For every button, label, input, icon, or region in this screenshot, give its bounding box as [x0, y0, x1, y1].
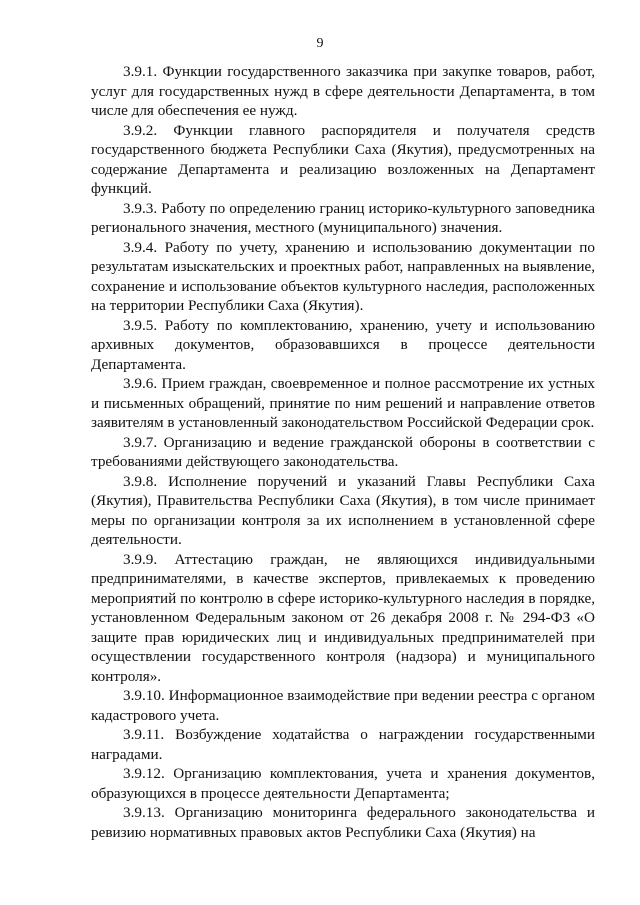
paragraph-3-9-6: 3.9.6. Прием граждан, своевременное и полное рассмотрение их устных и письменных обращений, принятие по ним решений и направление ответов заявителям в установленный законодательством Российской Федерации срок. — [91, 375, 595, 431]
page-number: 9 — [316, 36, 324, 51]
paragraph-3-9-2: 3.9.2. Функции главного распорядителя и получателя средств государственного бюджета Республики Саха (Якутия), предусмотренных на содержание Департамента и реализацию возложенных на Департамент функций. — [91, 121, 595, 197]
paragraph-3-9-1: 3.9.1. Функции государственного заказчика при закупке товаров, работ, услуг для государственных нужд в сфере деятельности Департамента, в том числе для обеспечения ее нужд. — [91, 63, 595, 119]
paragraph-3-9-3: 3.9.3. Работу по определению границ историко-культурного заповедника регионального значения, местного (муниципального) значения. — [91, 199, 595, 236]
paragraph-3-9-11: 3.9.11. Возбуждение ходатайства о награждении государственными наградами. — [91, 726, 595, 763]
paragraph-3-9-13: 3.9.13. Организацию мониторинга федерального законодательства и ревизию нормативных правовых актов Республики Саха (Якутия) на — [91, 804, 595, 841]
paragraph-3-9-10: 3.9.10. Информационное взаимодействие при ведении реестра с органом кадастрового учета. — [91, 687, 595, 724]
paragraph-3-9-4: 3.9.4. Работу по учету, хранению и использованию документации по результатам изыскательских и проектных работ, направленных на выявление, сохранение и использование объектов культурного наследия, расположенных на территории Республики Саха (Якутия). — [91, 238, 595, 314]
paragraph-3-9-12: 3.9.12. Организацию комплектования, учета и хранения документов, образующихся в процессе деятельности Департамента; — [91, 765, 595, 802]
paragraph-3-9-7: 3.9.7. Организацию и ведение гражданской обороны в соответствии с требованиями действующего законодательства. — [91, 433, 595, 470]
paragraph-3-9-5: 3.9.5. Работу по комплектованию, хранению, учету и использованию архивных документов, образовавшихся в процессе деятельности Департамента. — [91, 316, 595, 373]
paragraph-3-9-8: 3.9.8. Исполнение поручений и указаний Главы Республики Саха (Якутия), Правительства Республики Саха (Якутия), в том числе принимает меры по организации контроля за их исполнением в установленной сфере деятельности. — [91, 472, 595, 548]
paragraph-3-9-9: 3.9.9. Аттестацию граждан, не являющихся индивидуальными предпринимателями, в качестве экспертов, привлекаемых к проведению мероприятий по контролю в сфере историко-культурного наследия в порядке, установленном Федеральным законом от 26 декабря 2008 г. № 294-ФЗ «О защите прав юридических лиц и индивидуальных предпринимателей при осуществлении государственного контроля (надзора) и муниципального контроля». — [91, 550, 595, 685]
document-body — [91, 62, 595, 842]
